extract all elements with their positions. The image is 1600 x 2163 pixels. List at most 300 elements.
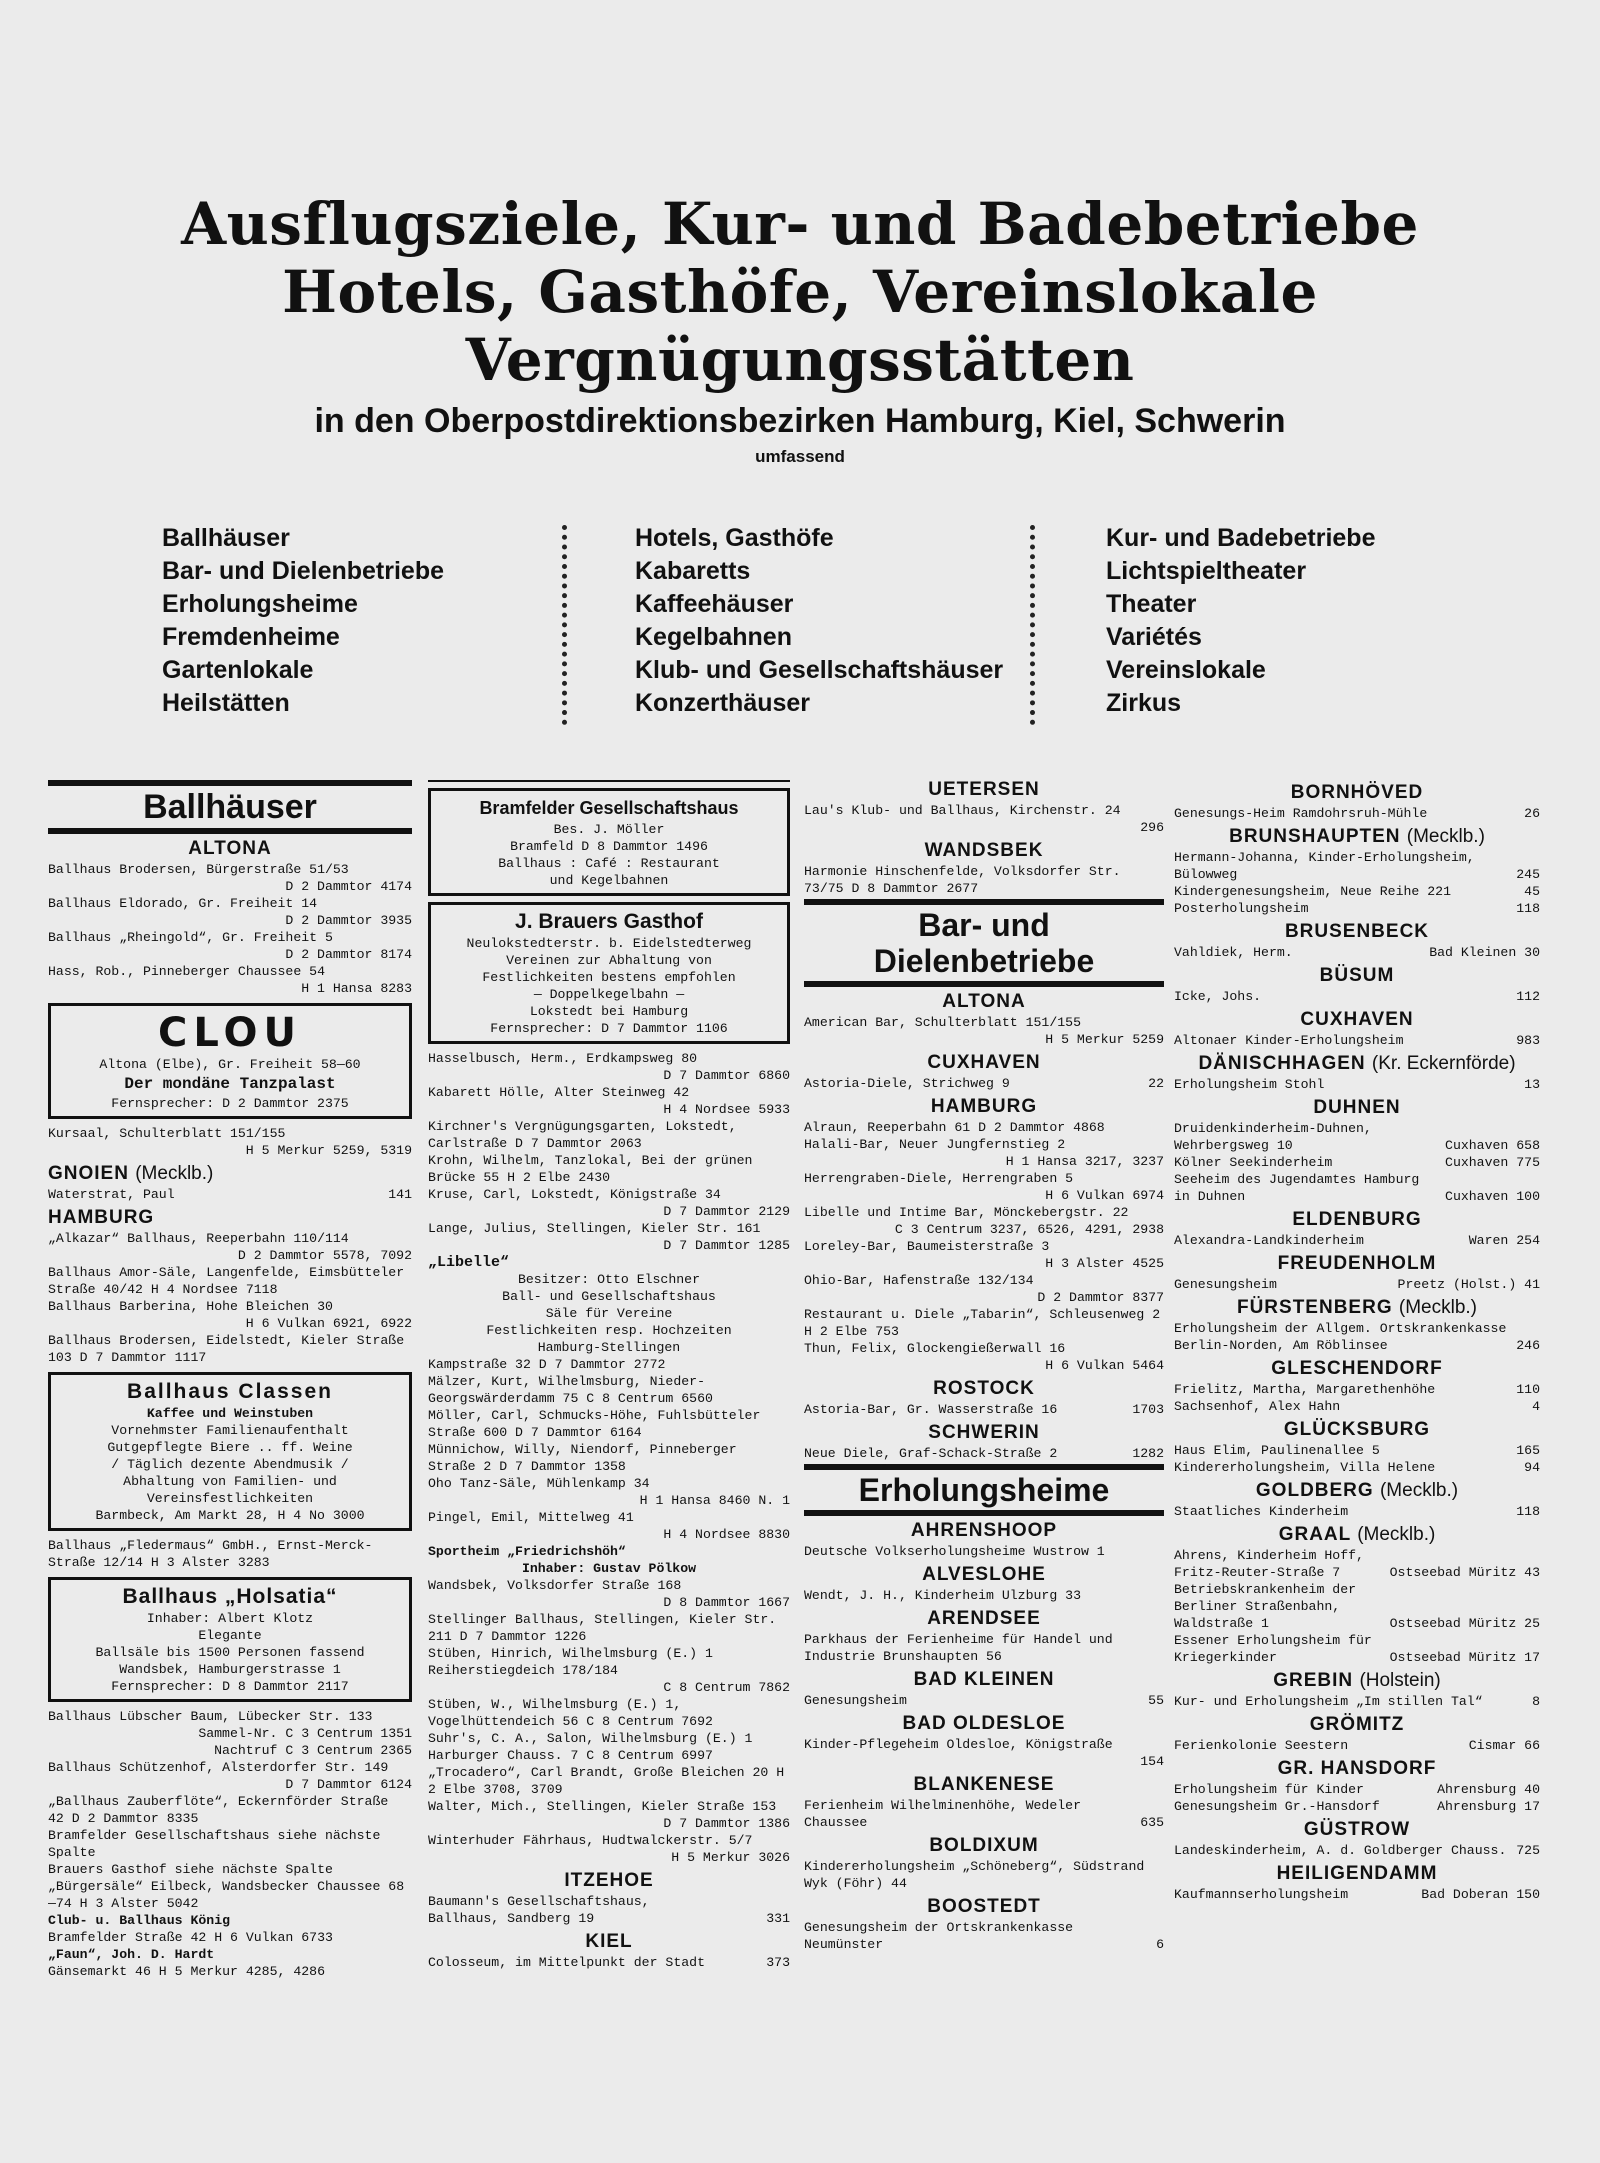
town-heading: ARENDSEE <box>927 1608 1041 1629</box>
town-heading: BAD OLDESLOE <box>902 1713 1066 1734</box>
list-item: D 7 Dammtor 2129 <box>663 1204 790 1219</box>
list-item: H 5 Merkur 5259, 5319 <box>245 1143 412 1158</box>
town-name: BRUNSHAUPTEN <box>1229 826 1401 847</box>
entry-name: Ahrens, Kinderheim Hoff, Fritz-Reuter-Straße 7 <box>1174 1548 1364 1580</box>
entry-phone: 4 <box>1532 1399 1540 1414</box>
town-heading: BLANKENESE <box>913 1774 1055 1795</box>
page-header <box>100 190 1500 468</box>
list-item: H 1 Hansa 3217, 3237 <box>1005 1154 1164 1169</box>
town-name: GÜSTROW <box>1303 1819 1411 1840</box>
town-qualifier: (Holstein) <box>1359 1670 1441 1691</box>
town-heading <box>1174 1357 1540 1381</box>
town-heading: BOLDIXUM <box>929 1835 1039 1856</box>
entry-name: Posterholungsheim <box>1174 901 1309 916</box>
town-name: GNOIEN <box>48 1163 129 1184</box>
entry-phone: Preetz (Holst.) 41 <box>1397 1277 1540 1292</box>
town-heading <box>1174 964 1540 988</box>
ad-title: Ballhaus „Holsatia“ <box>122 1585 338 1608</box>
list-item: 154 <box>1140 1754 1164 1769</box>
town-name: GLESCHENDORF <box>1271 1358 1443 1379</box>
entry-name: Astoria-Bar, Gr. Wasserstraße 16 <box>804 1402 1058 1417</box>
list-item <box>1174 1886 1540 1903</box>
entry-phone: 725 <box>1516 1843 1540 1858</box>
list-item <box>1174 1781 1540 1798</box>
entry-name: Vahldiek, Herm. <box>1174 945 1293 960</box>
town-qualifier: (Mecklb.) <box>1406 826 1485 847</box>
ad-line: Elegante <box>198 1628 262 1643</box>
category-item: Variétés <box>1106 623 1202 651</box>
list-item <box>804 1692 1164 1709</box>
ad-line: Fernsprecher: D 2 Dammtor 2375 <box>111 1096 349 1111</box>
list-item: Ballhaus Eldorado, Gr. Freiheit 14 <box>48 896 318 911</box>
entry-name: Erholungsheim Stohl <box>1174 1077 1325 1092</box>
ad-line: Lokstedt bei Hamburg <box>529 1004 689 1019</box>
list-item: D 8 Dammtor 1667 <box>663 1595 790 1610</box>
ad-line: Wandsbek, Hamburgerstrasse 1 <box>119 1662 341 1677</box>
list-item: Möller, Carl, Schmucks-Höhe, Fuhlsbütteler Straße 600 D 7 Dammtor 6164 <box>428 1408 761 1440</box>
list-item: H 5 Merkur 3026 <box>671 1850 790 1865</box>
category-item: Theater <box>1106 590 1197 618</box>
entry-phone: 110 <box>1516 1382 1540 1397</box>
list-item: Ballhaus Brodersen, Eidelstedt, Kieler Straße 103 D 7 Dammtor 1117 <box>48 1333 405 1365</box>
town-heading <box>1174 1096 1540 1120</box>
entry-phone: Ostseebad Müritz 25 <box>1389 1616 1540 1631</box>
town-heading <box>1174 1208 1540 1232</box>
ad-title: CLOU <box>158 1010 302 1056</box>
entry-name: Kindererholungsheim, Villa Helene <box>1174 1460 1436 1475</box>
list-item: C 8 Centrum 7862 <box>663 1680 790 1695</box>
title-line-3: Vergnügungsstätten <box>465 326 1135 394</box>
list-item: Lange, Julius, Stellingen, Kieler Str. 161 <box>428 1221 761 1236</box>
entry-name: Icke, Johs. <box>1174 989 1262 1004</box>
category-item: Hotels, Gasthöfe <box>635 524 834 552</box>
list-item: Stellinger Ballhaus, Stellingen, Kieler Str. 211 D 7 Dammtor 1226 <box>428 1612 777 1644</box>
ad-line: Fernsprecher: D 7 Dammtor 1106 <box>490 1021 728 1036</box>
ad-bramfelder <box>428 788 790 896</box>
list-item: Kirchner's Vergnügungsgarten, Lokstedt, Carlstraße D 7 Dammtor 2063 <box>428 1119 737 1151</box>
list-item <box>1174 1581 1540 1632</box>
list-item: D 7 Dammtor 6124 <box>285 1777 412 1792</box>
list-item <box>1174 988 1540 1005</box>
entry-phone: Cuxhaven 100 <box>1445 1189 1540 1204</box>
list-item: Parkhaus der Ferienheime für Handel und Industrie Brunshaupten 56 <box>804 1632 1113 1664</box>
town-heading <box>1174 825 1540 849</box>
list-item <box>1174 1632 1540 1666</box>
list-item: Hasselbusch, Herm., Erdkampsweg 80 <box>428 1051 698 1066</box>
entry-phone: 1282 <box>1132 1446 1164 1461</box>
list-item: H 4 Nordsee 5933 <box>663 1102 790 1117</box>
list-item: Kursaal, Schulterblatt 151/155 <box>48 1126 286 1141</box>
entry-name: Alexandra-Landkinderheim <box>1174 1233 1364 1248</box>
town-heading: WANDSBEK <box>924 840 1044 861</box>
entry-name: Erholungsheim für Kinder <box>1174 1782 1364 1797</box>
ad-line: Ballhaus : Café : Restaurant <box>498 856 720 871</box>
entry-phone: 331 <box>766 1911 790 1926</box>
list-item: Alraun, Reeperbahn 61 D 2 Dammtor 4868 <box>804 1120 1105 1135</box>
column-3 <box>804 778 1164 2158</box>
entry-name: Waterstrat, Paul <box>48 1187 175 1202</box>
entry-phone: 141 <box>388 1187 412 1202</box>
ad-line: Altona (Elbe), Gr. Freiheit 58—60 <box>99 1057 361 1072</box>
entry-phone: Cuxhaven 775 <box>1445 1155 1540 1170</box>
entry-phone: 22 <box>1148 1076 1164 1091</box>
entry-line: Hamburg-Stellingen <box>537 1340 681 1355</box>
entry-name: Kölner Seekinderheim <box>1174 1155 1333 1170</box>
town-name: DÄNISCHHAGEN <box>1198 1053 1366 1074</box>
list-item: Ballhaus Lübscher Baum, Lübecker Str. 133 <box>48 1709 373 1724</box>
town-heading <box>1174 1252 1540 1276</box>
town-heading: BAD KLEINEN <box>913 1669 1055 1690</box>
town-heading <box>1174 781 1540 805</box>
list-item: D 2 Dammtor 5578, 7092 <box>237 1248 412 1263</box>
title-line-1: Ausflugsziele, Kur- und Badebetriebe <box>181 190 1419 258</box>
entry-phone: Bad Kleinen 30 <box>1429 945 1540 960</box>
list-item: Bramfelder Gesellschaftshaus siehe nächste Spalte <box>48 1828 381 1860</box>
list-item: Stüben, Hinrich, Wilhelmsburg (E.) 1 Reiherstiegdeich 178/184 <box>428 1646 713 1678</box>
ad-title: J. Brauers Gasthof <box>515 910 703 933</box>
town-heading <box>1174 1713 1540 1737</box>
list-item <box>1174 944 1540 961</box>
list-item: Krohn, Wilhelm, Tanzlokal, Bei der grünen Brücke 55 H 2 Elbe 2430 <box>428 1153 753 1185</box>
entry-phone: 112 <box>1516 989 1540 1004</box>
entry-phone: 45 <box>1524 884 1540 899</box>
entry-name: Haus Elim, Paulinenallee 5 <box>1174 1443 1380 1458</box>
libelle-block <box>428 1254 790 1373</box>
town-heading: HAMBURG <box>930 1096 1038 1117</box>
list-item: H 3 Alster 4525 <box>1045 1256 1164 1271</box>
ad-line: Festlichkeiten bestens empfohlen <box>482 970 736 985</box>
town-heading: CUXHAVEN <box>927 1052 1041 1073</box>
dotted-divider <box>562 525 567 725</box>
town-heading: ALVESLOHE <box>922 1564 1046 1585</box>
list-item <box>804 1401 1164 1418</box>
list-item: Herrengraben-Diele, Herrengraben 5 <box>804 1171 1074 1186</box>
column-4 <box>1174 778 1540 2158</box>
entry-name: Genesungsheim <box>1174 1277 1277 1292</box>
entry-phone: 8 <box>1532 1694 1540 1709</box>
entry-name: Hermann-Johanna, Kinder-Erholungsheim, Bülowweg <box>1174 850 1475 882</box>
list-item <box>1174 1171 1540 1205</box>
list-item: Mälzer, Kurt, Wilhelmsburg, Nieder-Georgswärderdamm 75 C 8 Centrum 6560 <box>428 1374 713 1406</box>
ad-holsatia <box>48 1577 412 1702</box>
ad-line: Gutgepflegte Biere .. ff. Weine <box>107 1440 353 1455</box>
list-item: Ballhaus Barberina, Hohe Bleichen 30 <box>48 1299 333 1314</box>
town-name: GOLDBERG <box>1255 1480 1374 1501</box>
list-item <box>1174 1381 1540 1398</box>
list-item <box>1174 1232 1540 1249</box>
list-item: Kindererholungsheim „Schöneberg“, Südstrand Wyk (Föhr) 44 <box>804 1859 1145 1891</box>
section-rule <box>804 899 1164 905</box>
entry-phone: Ahrensburg 17 <box>1437 1799 1540 1814</box>
entry-phone: 55 <box>1148 1693 1164 1708</box>
ad-line: / Täglich dezente Abendmusik / <box>111 1457 349 1472</box>
entry-name: Lau's Klub- und Ballhaus, Kirchenstr. 24 <box>804 803 1121 818</box>
town-heading: HAMBURG <box>48 1207 155 1228</box>
list-item: H 6 Vulkan 6921, 6922 <box>245 1316 412 1331</box>
entry-name: Ferienkolonie Seestern <box>1174 1738 1349 1753</box>
entry-line: Ball- und Gesellschaftshaus <box>502 1289 716 1304</box>
list-item: Sportheim „Friedrichshöh“ <box>428 1544 626 1559</box>
list-item: Oho Tanz-Säle, Mühlenkamp 34 <box>428 1476 650 1491</box>
entry-phone: 635 <box>1140 1815 1164 1830</box>
entry-name: Seeheim des Jugendamtes Hamburg in Duhnen <box>1174 1172 1420 1204</box>
entry-phone: 245 <box>1516 867 1540 882</box>
column-1 <box>48 778 412 2158</box>
entry-name: Landeskinderheim, A. d. Goldberger Chauss. <box>1174 1843 1507 1858</box>
entry-title: „Libelle“ <box>428 1254 510 1271</box>
entry-phone: Ostseebad Müritz 43 <box>1389 1565 1540 1580</box>
list-item: H 6 Vulkan 6974 <box>1045 1188 1164 1203</box>
town-heading <box>1174 1862 1540 1886</box>
list-item <box>804 1919 1164 1953</box>
town-heading: ROSTOCK <box>933 1378 1035 1399</box>
list-item: Winterhuder Fährhaus, Hudtwalckerstr. 5/7 <box>428 1833 753 1848</box>
list-item: Restaurant u. Diele „Tabarin“, Schleusenweg 2 H 2 Elbe 753 <box>804 1307 1161 1339</box>
entry-name: Genesungsheim Gr.-Hansdorf <box>1174 1799 1380 1814</box>
section-rule <box>804 981 1164 987</box>
list-item <box>1174 1398 1540 1415</box>
town-name: BORNHÖVED <box>1290 782 1424 803</box>
entry-name: Frielitz, Martha, Margarethenhöhe <box>1174 1382 1436 1397</box>
category-item: Heilstätten <box>162 689 290 717</box>
list-item: Stüben, W., Wilhelmsburg (E.) 1, Vogelhüttendeich 56 C 8 Centrum 7692 <box>428 1697 713 1729</box>
section-rule <box>428 780 790 782</box>
town-heading: KIEL <box>585 1931 633 1952</box>
ad-line: Vornehmster Familienaufenthalt <box>111 1423 349 1438</box>
entry-name: Betriebskrankenheim der Berliner Straßenbahn, Waldstraße 1 <box>1174 1582 1357 1631</box>
list-item: Ballhaus Schützenhof, Alsterdorfer Str. 149 <box>48 1760 389 1775</box>
title-line-2: Hotels, Gasthöfe, Vereinslokale <box>282 258 1318 326</box>
list-item: Ohio-Bar, Hafenstraße 132/134 <box>804 1273 1034 1288</box>
list-item <box>1174 1503 1540 1520</box>
entry-name: Ferienheim Wilhelminenhöhe, Wedeler Chaussee <box>804 1798 1081 1830</box>
list-item: D 2 Dammtor 8174 <box>285 947 412 962</box>
entry-name: Essener Erholungsheim für Kriegerkinder <box>1174 1633 1372 1665</box>
town-heading: ALTONA <box>188 838 272 859</box>
list-item <box>428 1893 790 1927</box>
list-item: Kinder-Pflegeheim Oldesloe, Königstraße <box>804 1737 1113 1752</box>
list-item <box>804 1445 1164 1462</box>
list-item <box>1174 1032 1540 1049</box>
category-item: Kur- und Badebetriebe <box>1106 524 1376 552</box>
list-item: Loreley-Bar, Baumeisterstraße 3 <box>804 1239 1050 1254</box>
entry-name: Erholungsheim der Allgem. Ortskrankenkasse Berlin-Norden, Am Röblinsee <box>1174 1321 1507 1353</box>
category-item: Erholungsheime <box>162 590 358 618</box>
entry-name: Staatliches Kinderheim <box>1174 1504 1349 1519</box>
entry-phone: 246 <box>1516 1338 1540 1353</box>
list-item: Ballhaus „Rheingold“, Gr. Freiheit 5 <box>48 930 333 945</box>
town-heading <box>1174 1479 1540 1503</box>
town-name: HEILIGENDAMM <box>1276 1863 1438 1884</box>
town-qualifier: (Mecklb.) <box>1357 1524 1436 1545</box>
town-heading <box>1174 920 1540 944</box>
town-name: DUHNEN <box>1313 1097 1401 1118</box>
dotted-divider <box>1030 525 1035 725</box>
town-heading: BOOSTEDT <box>927 1896 1041 1917</box>
ad-brauers-gasthof <box>428 902 790 1044</box>
list-item: Wendt, J. H., Kinderheim Ulzburg 33 <box>804 1588 1081 1603</box>
ad-title: Bramfelder Gesellschaftshaus <box>479 798 739 818</box>
town-heading <box>1174 1296 1540 1320</box>
list-item: Sammel-Nr. C 3 Centrum 1351 <box>198 1726 412 1741</box>
list-item: „Trocadero“, Carl Brandt, Große Bleichen 20 H 2 Elbe 3708, 3709 <box>428 1765 785 1797</box>
list-item: Kabarett Hölle, Alter Steinweg 42 <box>428 1085 690 1100</box>
town-name: GRAAL <box>1278 1524 1351 1545</box>
list-item: H 1 Hansa 8283 <box>301 981 412 996</box>
ad-line: Ballsäle bis 1500 Personen fassend <box>95 1645 365 1660</box>
list-item: Ballhaus Brodersen, Bürgerstraße 51/53 <box>48 862 349 877</box>
category-item: Bar- und Dielenbetriebe <box>162 557 444 585</box>
list-item <box>1174 1276 1540 1293</box>
category-item: Vereinslokale <box>1106 656 1266 684</box>
list-item: „Ballhaus Zauberflöte“, Eckernförder Straße 42 D 2 Dammtor 8335 <box>48 1794 389 1826</box>
entry-phone: 13 <box>1524 1077 1540 1092</box>
list-item <box>804 1797 1164 1831</box>
list-item <box>1174 1459 1540 1476</box>
entry-phone: Bad Doberan 150 <box>1421 1887 1540 1902</box>
town-heading <box>1174 1523 1540 1547</box>
ad-line: und Kegelbahnen <box>549 873 669 888</box>
list-item: Harmonie Hinschenfelde, Volksdorfer Str. 73/75 D 8 Dammtor 2677 <box>804 864 1121 896</box>
entry-line: Festlichkeiten resp. Hochzeiten <box>486 1323 732 1338</box>
list-item: Ballhaus „Fledermaus“ GmbH., Ernst-Merck-Straße 12/14 H 3 Alster 3283 <box>48 1538 373 1570</box>
list-item: Wandsbek, Volksdorfer Straße 168 <box>428 1578 682 1593</box>
ad-title: Ballhaus Classen <box>127 1380 333 1403</box>
list-item: Brauers Gasthof siehe nächste Spalte <box>48 1862 333 1877</box>
category-item: Kaffeehäuser <box>635 590 794 618</box>
list-item: H 1 Hansa 8460 N. 1 <box>639 1493 790 1508</box>
entry-name: Druidenkinderheim-Duhnen, Wehrbergsweg 10 <box>1174 1121 1372 1153</box>
list-item <box>1174 1320 1540 1354</box>
ad-line: — Doppelkegelbahn — <box>533 987 685 1002</box>
ad-line: Inhaber: Albert Klotz <box>146 1611 314 1626</box>
list-item <box>804 1075 1164 1092</box>
list-item <box>1174 1547 1540 1581</box>
category-list-1 <box>162 522 444 720</box>
town-heading <box>1174 1052 1540 1076</box>
section-heading-erholungsheime: Erholungsheime <box>858 1472 1110 1508</box>
town-heading <box>1174 1818 1540 1842</box>
ad-classen <box>48 1372 412 1531</box>
list-item: Ballhaus Amor-Säle, Langenfelde, Eimsbütteler Straße 40/42 H 4 Nordsee 7118 <box>48 1265 405 1297</box>
list-item: Pingel, Emil, Mittelweg 41 <box>428 1510 634 1525</box>
list-item: D 2 Dammtor 4174 <box>285 879 412 894</box>
ad-line: Bramfeld D 8 Dammtor 1496 <box>510 839 708 854</box>
list-item: Halali-Bar, Neuer Jungfernstieg 2 <box>804 1137 1066 1152</box>
section-heading-bar: Bar- und Dielenbetriebe <box>873 907 1095 979</box>
list-item: Nachtruf C 3 Centrum 2365 <box>214 1743 412 1758</box>
list-item: „Bürgersäle“ Eilbeck, Wandsbecker Chaussee 68—74 H 3 Alster 5042 <box>48 1879 405 1911</box>
section-rule <box>48 780 412 786</box>
list-item: Club- u. Ballhaus König <box>48 1913 231 1928</box>
ad-line: Bes. J. Möller <box>553 822 665 837</box>
entry-line: Säle für Vereine <box>545 1306 673 1321</box>
list-item: D 2 Dammtor 3935 <box>285 913 412 928</box>
list-item <box>1174 1693 1540 1710</box>
entry-name: Neue Diele, Graf-Schack-Straße 2 <box>804 1446 1058 1461</box>
entry-phone: 373 <box>766 1955 790 1970</box>
list-item: Walter, Mich., Stellingen, Kieler Straße 153 <box>428 1799 777 1814</box>
section-rule <box>804 1464 1164 1470</box>
category-item: Klub- und Gesellschaftshäuser <box>635 656 1004 684</box>
category-item: Kabaretts <box>635 557 751 585</box>
entry-phone: 1703 <box>1132 1402 1164 1417</box>
entry-phone: Cuxhaven 658 <box>1445 1138 1540 1153</box>
category-item: Konzerthäuser <box>635 689 811 717</box>
list-item: „Alkazar“ Ballhaus, Reeperbahn 110/114 <box>48 1231 349 1246</box>
entry-phone: Waren 254 <box>1468 1233 1540 1248</box>
town-heading: UETERSEN <box>928 779 1040 800</box>
town-qualifier: (Kr. Eckernförde) <box>1371 1053 1516 1074</box>
list-item: Bramfelder Straße 42 H 6 Vulkan 6733 <box>48 1930 333 1945</box>
list-item: D 7 Dammtor 1386 <box>663 1816 790 1831</box>
entry-phone: 94 <box>1524 1460 1540 1475</box>
category-item: Gartenlokale <box>162 656 314 684</box>
entry-line: Besitzer: Otto Elschner <box>517 1272 701 1287</box>
list-item <box>428 1954 790 1971</box>
list-item: Kruse, Carl, Lokstedt, Königstraße 34 <box>428 1187 721 1202</box>
town-heading <box>1174 1008 1540 1032</box>
ad-line: Barmbeck, Am Markt 28, H 4 No 3000 <box>95 1508 365 1523</box>
list-item: „Faun“, Joh. D. Hardt <box>48 1947 215 1962</box>
entry-phone: 26 <box>1524 806 1540 821</box>
list-item: 296 <box>1140 820 1164 835</box>
list-item <box>804 802 1164 819</box>
list-item <box>1174 883 1540 900</box>
ad-line: Abhaltung von Familien- und <box>123 1474 337 1489</box>
town-heading <box>1174 1669 1540 1693</box>
ad-clou <box>48 1003 412 1119</box>
town-qualifier: (Mecklb.) <box>1398 1297 1478 1318</box>
column-2 <box>428 778 790 2158</box>
entry-name: Baumann's Gesellschaftshaus, Ballhaus, Sandberg 19 <box>428 1894 650 1926</box>
list-item: D 2 Dammtor 8377 <box>1037 1290 1164 1305</box>
town-heading: ITZEHOE <box>564 1870 654 1891</box>
list-item: Suhr's, C. A., Salon, Wilhelmsburg (E.) 1 Harburger Chauss. 7 C 8 Centrum 6997 <box>428 1731 753 1763</box>
category-item: Kegelbahnen <box>635 623 792 651</box>
list-item: Libelle und Intime Bar, Mönckebergstr. 22 <box>804 1205 1129 1220</box>
entry-phone: 118 <box>1516 1504 1540 1519</box>
town-heading <box>1174 1757 1540 1781</box>
entry-name: Genesungsheim der Ortskrankenkasse Neumünster <box>804 1920 1074 1952</box>
section-heading-ballhaeuser: Ballhäuser <box>143 788 317 826</box>
ad-line: Der mondäne Tanzpalast <box>124 1075 336 1093</box>
entry-name: Astoria-Diele, Strichweg 9 <box>804 1076 1010 1091</box>
category-item: Fremdenheime <box>162 623 340 651</box>
list-item: H 5 Merkur 5259 <box>1045 1032 1164 1047</box>
ad-line: Vereinen zur Abhaltung von <box>506 953 712 968</box>
category-list-2 <box>635 522 1003 720</box>
entry-name: Altonaer Kinder-Erholungsheim <box>1174 1033 1404 1048</box>
town-heading <box>48 1162 412 1186</box>
entry-line: Kampstraße 32 D 7 Dammtor 2772 <box>428 1357 666 1372</box>
list-item: American Bar, Schulterblatt 151/155 <box>804 1015 1081 1030</box>
list-item <box>1174 1842 1540 1859</box>
town-heading <box>1174 1418 1540 1442</box>
list-item <box>1174 1154 1540 1171</box>
town-name: BÜSUM <box>1319 965 1395 986</box>
list-item <box>1174 849 1540 883</box>
ad-line: Vereinsfestlichkeiten <box>146 1491 314 1506</box>
town-name: FREUDENHOLM <box>1277 1253 1437 1274</box>
ad-line: Kaffee und Weinstuben <box>146 1406 314 1421</box>
entry-phone: Ostseebad Müritz 17 <box>1389 1650 1540 1665</box>
category-item: Ballhäuser <box>162 524 290 552</box>
list-item: Münnichow, Willy, Niendorf, Pinneberger Straße 2 D 7 Dammtor 1358 <box>428 1442 737 1474</box>
entry-name: Kur- und Erholungsheim „Im stillen Tal“ <box>1174 1694 1483 1709</box>
list-item <box>48 1186 412 1203</box>
entry-phone: 6 <box>1156 1937 1164 1952</box>
